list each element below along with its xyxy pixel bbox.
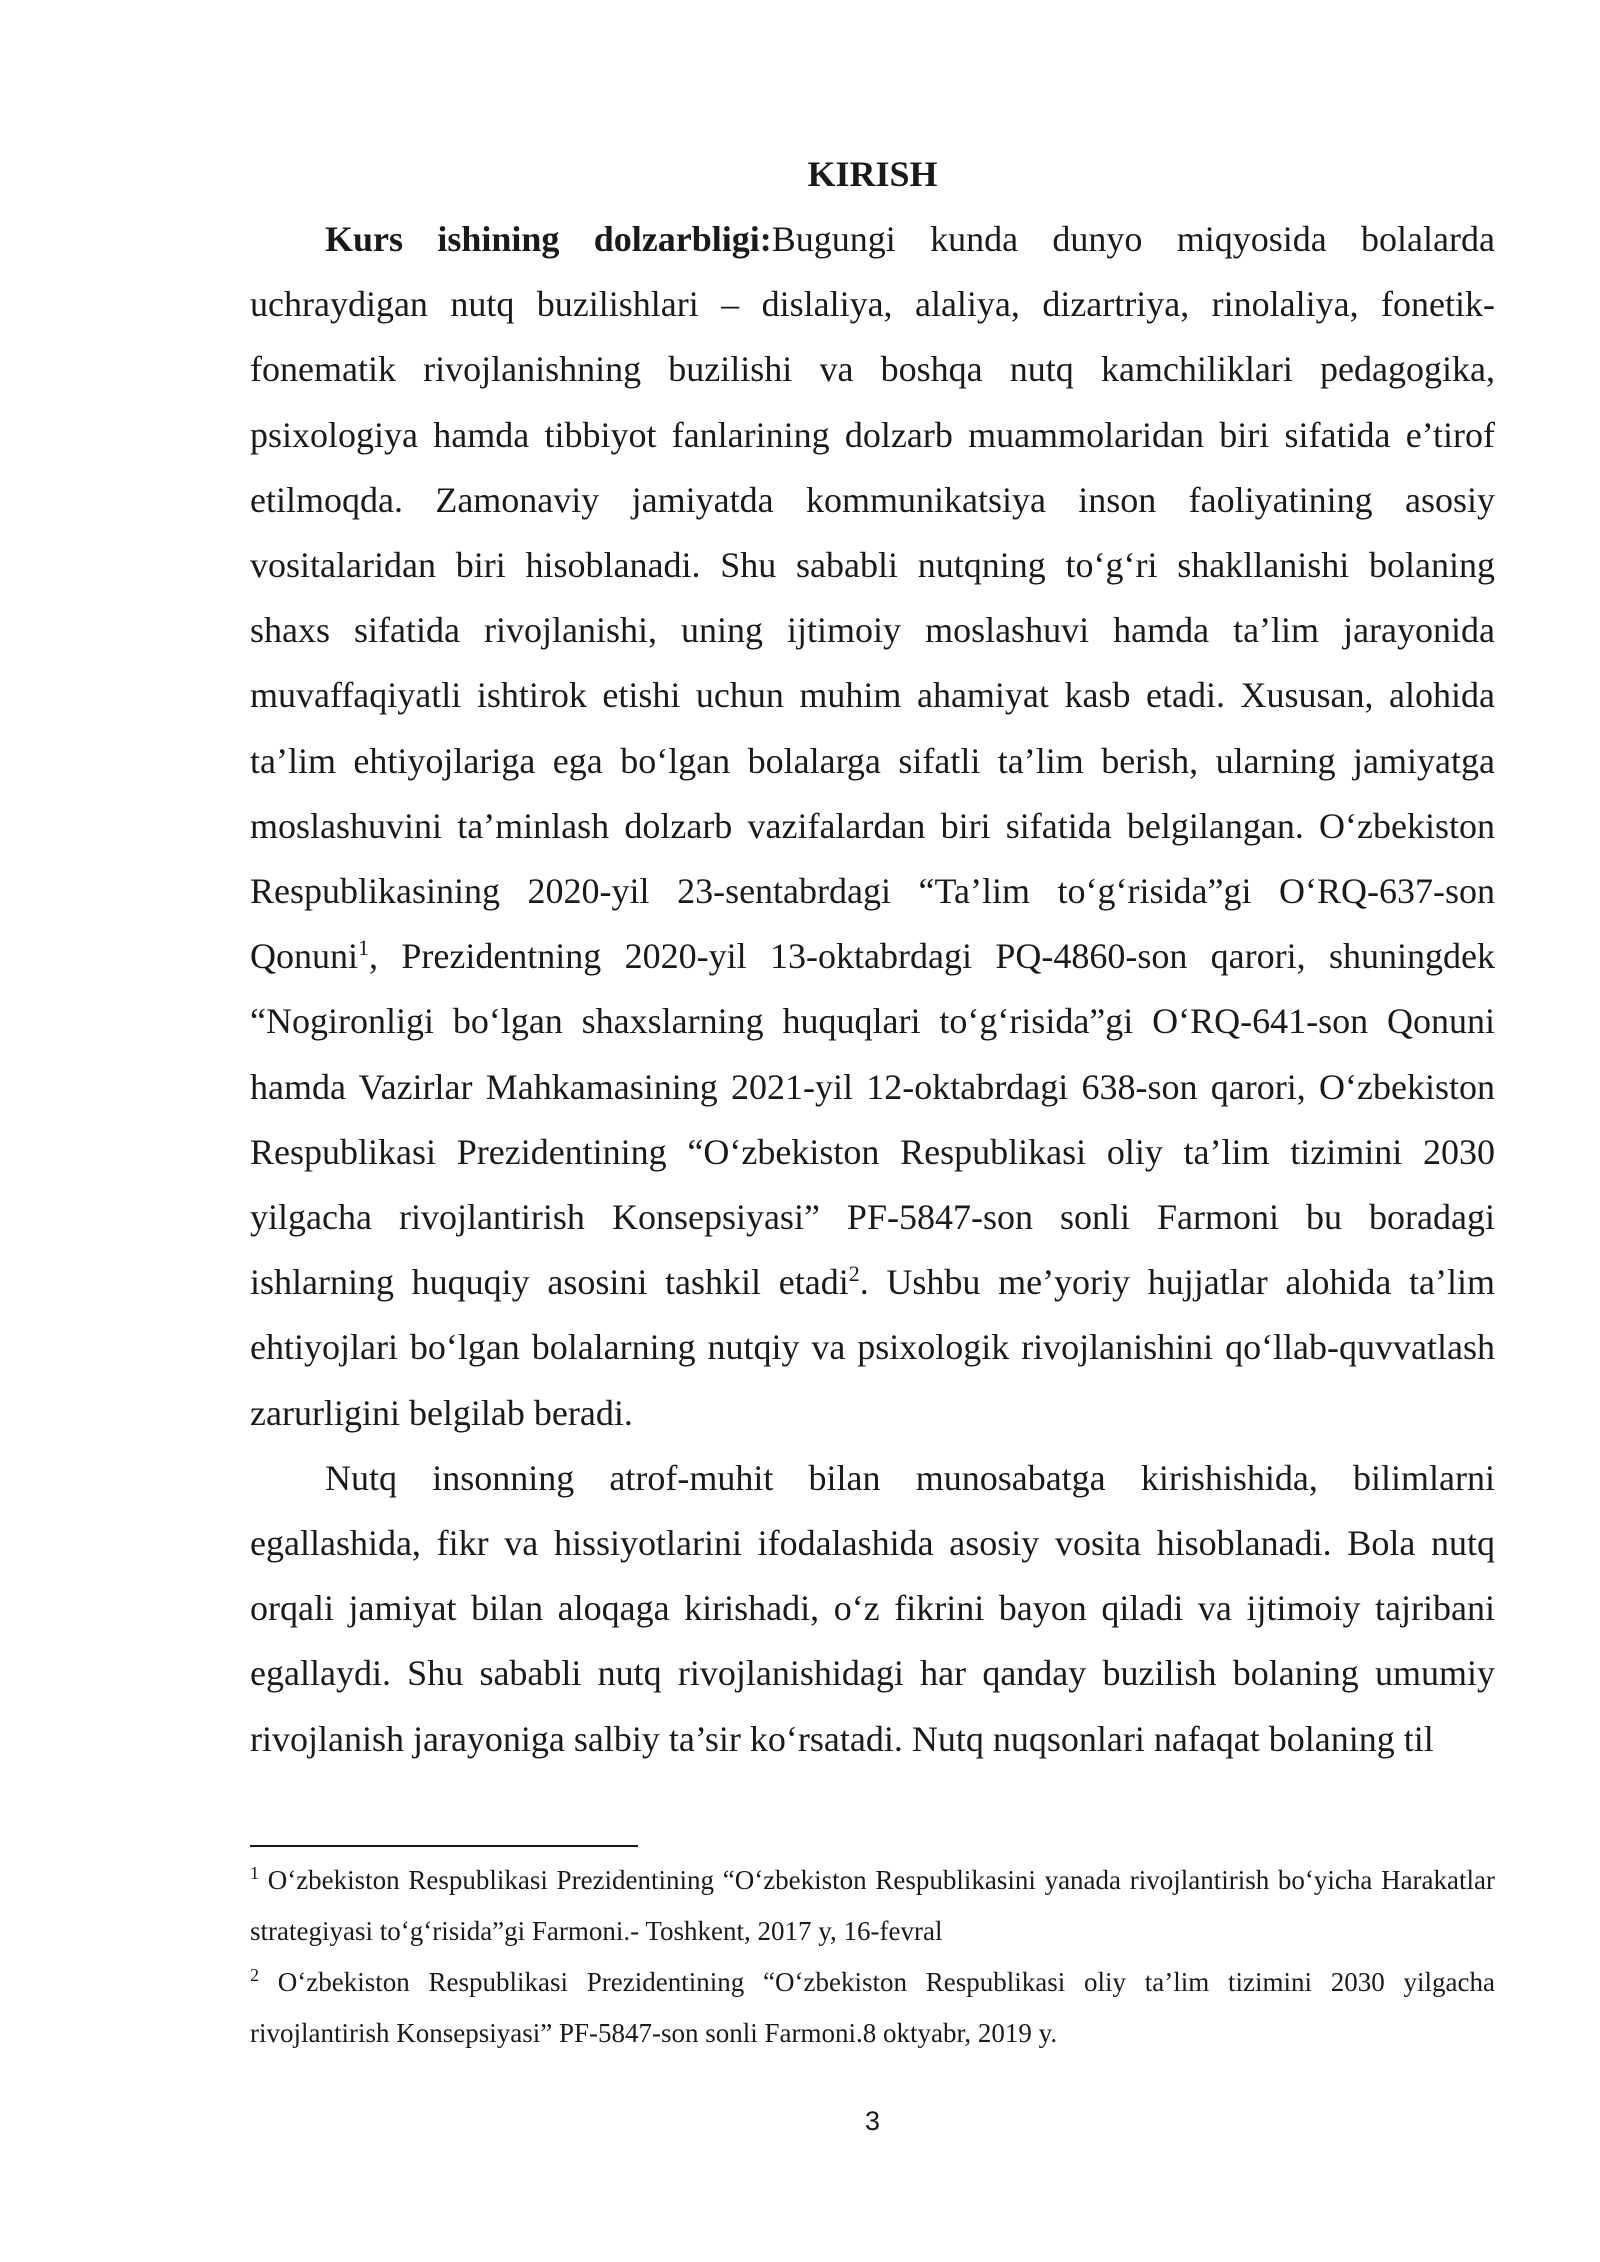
body-text xyxy=(250,207,1495,1772)
footnote-1 xyxy=(250,1855,1495,1957)
footnote-ref-1[interactable]: 1 xyxy=(358,935,369,961)
section-title: KIRISH xyxy=(807,154,938,194)
footnotes xyxy=(250,1855,1495,2059)
paragraph-text-a: Bugungi kunda dunyo miqyosida bolalarda uchraydigan nutq buzilishlari – dislaliya, alaliya, dizartriya, rinolaliya, fonetik-fonematik rivojlanishning buzilishi va boshqa nutq kamchiliklari pedagogika, psixologiya hamda tibbiyot fanlarining dolzarb muammolaridan biri sifatida e’tirof etilmoqda. Zamonaviy jamiyatda kommunikatsiya inson faoliyatining asosiy vositalaridan biri hisoblanadi. Shu sababli nutqning to‘g‘ri shakllanishi bolaning shaxs sifatida rivojlanishi, uning ijtimoiy moslashuvi hamda ta’lim jarayonida muvaffaqiyatli ishtirok etishi uchun muhim ahamiyat kasb etadi. Xususan, alohida ta’lim ehtiyojlariga ega bo‘lgan bolalarga sifatli ta’lim berish, ularning jamiyatga moslashuvini ta’minlash dolzarb vazifalardan biri sifatida belgilangan. O‘zbekiston Respublikasining 2020-yil 23-sentabrdagi “Ta’lim to‘g‘risida”gi O‘RQ-637-son Qonuni xyxy=(250,219,1495,977)
footnote-text-1: O‘zbekiston Respublikasi Prezidentining “O‘zbekiston Respublikasini yanada rivojlantirish bo‘yicha Harakatlar strategiyasi to‘g‘risida”gi Farmoni.- Toshkent, 2017 y, 16-fevral xyxy=(250,1865,1495,1946)
paragraph-relevance xyxy=(250,207,1495,1446)
footnote-ref-2[interactable]: 2 xyxy=(848,1261,860,1287)
footnote-marker-2: 2 xyxy=(250,1965,259,1985)
paragraph-text-c: . Ushbu me’yoriy hujjatlar alohida ta’lim ehtiyojlari bo‘lgan bolalarning nutqiy va psixologik rivojlanishini qo‘llab-quvvatlash zarurligini belgilab beradi. xyxy=(250,1262,1495,1433)
paragraph-text-b: , Prezidentning 2020-yil 13-oktabrdagi PQ-4860-son qarori, shuningdek “Nogironligi bo‘lgan shaxslarning huquqlari to‘g‘risida”gi O‘RQ-641-son Qonuni hamda Vazirlar Mahkamasining 2021-yil 12-oktabrdagi 638-son qarori, O‘zbekiston Respublikasi Prezidentining “O‘zbekiston Respublikasi oliy ta’lim tizimini 2030 yilgacha rivojlantirish Konsepsiyasi” PF-5847-son sonli Farmoni bu boradagi ishlarning huquqiy asosini tashkil etadi xyxy=(250,936,1495,1303)
page-number: 3 xyxy=(864,2106,881,2136)
footnote-separator xyxy=(250,1845,638,1847)
footnote-2 xyxy=(250,1957,1495,2059)
footnote-marker-1: 1 xyxy=(250,1863,259,1883)
paragraph-lead: Kurs ishining dolzarbligi: xyxy=(325,219,772,259)
footnote-text-2: O‘zbekiston Respublikasi Prezidentining “O‘zbekiston Respublikasi oliy ta’lim tizimini 2030 yilgacha rivojlantirish Konsepsiyasi” PF-5847-son sonli Farmoni.8 oktyabr, 2019 y. xyxy=(250,1967,1495,2048)
paragraph-speech: Nutq insonning atrof-muhit bilan munosabatga kirishishida, bilimlarni egallashida, fikr va hissiyotlarini ifodalashida asosiy vosita hisoblanadi. Bola nutq orqali jamiyat bilan aloqaga kirishadi, o‘z fikrini bayon qiladi va ijtimoiy tajribani egallaydi. Shu sababli nutq rivojlanishidagi har qanday buzilish bolaning umumiy rivojlanish jarayoniga salbiy ta’sir ko‘rsatadi. Nutq nuqsonlari nafaqat bolaning til xyxy=(250,1457,1495,1759)
